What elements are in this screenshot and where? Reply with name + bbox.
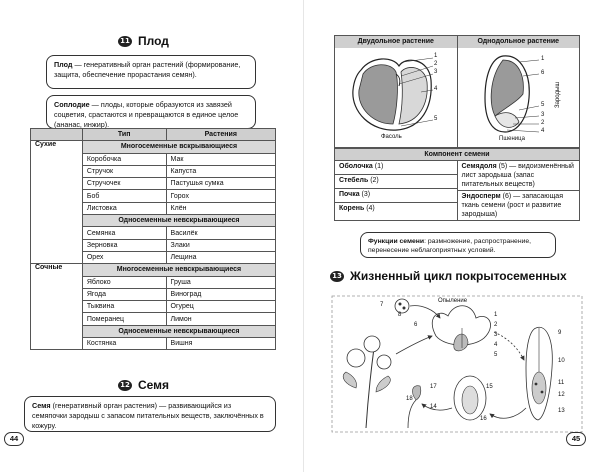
- component-term: Стебель: [339, 177, 369, 184]
- diagram-number: 11: [558, 380, 565, 386]
- bean-label: 2: [434, 61, 438, 67]
- table-header-cell: Тип: [82, 129, 166, 141]
- diagram-number: 17: [430, 384, 437, 390]
- component-term: Оболочка: [339, 163, 373, 170]
- wheat-label: 2: [541, 120, 545, 126]
- plant-cell: Злаки: [166, 239, 275, 251]
- fruit-type-cell: Яблоко: [82, 276, 166, 288]
- fruit-group-cell: Сочные: [31, 264, 83, 350]
- section-heading-lifecycle: [330, 269, 567, 283]
- bean-label: 3: [434, 69, 438, 75]
- bean-name: Фасоль: [381, 134, 402, 140]
- column-divider: [457, 48, 458, 148]
- component-row: [335, 175, 457, 189]
- table-subheader-row: [31, 264, 276, 276]
- plant-cell: Лимон: [166, 313, 275, 325]
- seed-structure-table: [334, 35, 580, 148]
- table-header-cell: Растения: [166, 129, 275, 141]
- fruit-subgroup-title: Односеменные невскрывающиеся: [82, 215, 275, 227]
- diagram-number: 7: [380, 302, 384, 308]
- right-page: [304, 0, 608, 472]
- fruit-type-cell: Стручочек: [82, 178, 166, 190]
- plant-cell: Горох: [166, 190, 275, 202]
- plant-cell: Капуста: [166, 165, 275, 177]
- diagram-number: 10: [558, 358, 565, 364]
- wheat-name: Пшеница: [499, 136, 525, 142]
- diagram-number: 9: [558, 330, 562, 336]
- term: Функции семени: [368, 238, 425, 245]
- diagram-number: 8: [398, 312, 402, 318]
- components-right-column: [458, 161, 580, 220]
- bean-label: 4: [434, 86, 438, 92]
- component-term: Почка: [339, 191, 360, 198]
- plant-cell: Вишня: [166, 338, 275, 350]
- fruit-type-cell: Костянка: [82, 338, 166, 350]
- diagram-number: 4: [494, 342, 498, 348]
- diagram-number: 12: [558, 392, 565, 398]
- fruit-subgroup-title: Односеменные невскрывающиеся: [82, 325, 275, 337]
- component-row: [458, 161, 580, 191]
- component-term: Корень: [339, 205, 365, 212]
- section-number: 11: [118, 36, 132, 47]
- fruit-subgroup-title: Многосеменные вскрывающиеся: [82, 141, 275, 153]
- fruit-type-cell: Боб: [82, 190, 166, 202]
- seed-functions-box: [360, 232, 556, 258]
- wheat-seed-illustration: [475, 52, 545, 136]
- plant-cell: Василёк: [166, 227, 275, 239]
- embryo-label: Зародыш: [555, 81, 561, 108]
- section-title: Семя: [138, 378, 170, 392]
- fruit-type-cell: Семянка: [82, 227, 166, 239]
- fruit-subgroup-title: Многосеменные невскрывающиеся: [82, 264, 275, 276]
- wheat-label: 5: [541, 102, 545, 108]
- page-number: 44: [4, 432, 24, 446]
- table-subheader-row: [31, 141, 276, 153]
- header-monocot: Однодольное растение: [477, 38, 560, 45]
- wheat-label: 3: [541, 112, 545, 118]
- component-text: (6) — запасающая ткань семени (рост и развитие зародыша): [461, 193, 563, 218]
- component-text: (5) — видоизменённый лист зародыша (запас питательных веществ): [461, 163, 574, 188]
- component-row: [335, 161, 457, 175]
- fruit-type-cell: Стручок: [82, 165, 166, 177]
- definition-text: — генеративный орган растений (формирование, защита, обеспечение прорастания семян).: [54, 60, 241, 79]
- component-text: (4): [364, 205, 375, 212]
- term: Семя: [32, 401, 51, 410]
- header-dicot: Двудольное растение: [335, 36, 458, 48]
- term: Соплодие: [54, 100, 90, 109]
- section-title: Жизненный цикл покрытосеменных: [350, 269, 567, 283]
- component-text: (1): [372, 163, 384, 170]
- components-left-column: [335, 161, 458, 220]
- definition-box-semya: [24, 396, 276, 432]
- plant-cell: Пастушья сумка: [166, 178, 275, 190]
- section-title: Плод: [138, 34, 169, 48]
- component-row: [335, 203, 457, 217]
- diagram-number: 13: [558, 408, 565, 414]
- definition-box-soplodie: [46, 95, 256, 129]
- diagram-number: 14: [430, 404, 437, 410]
- diagram-number: 5: [494, 352, 498, 358]
- term: Плод: [54, 60, 73, 69]
- diagram-number: 3: [494, 332, 498, 338]
- table-header: Компонент семени: [335, 149, 579, 161]
- wheat-label: 6: [541, 70, 545, 76]
- bean-label: 1: [434, 53, 438, 59]
- plant-cell: Мак: [166, 153, 275, 165]
- pollination-label: Опыление: [438, 298, 468, 304]
- section-number: 12: [118, 380, 132, 391]
- definition-text: (генеративный орган растения) — развивающийся из семяпочки зародыш с запасом питательных веществ, заключённых в кожуру.: [32, 401, 264, 430]
- bean-label: 5: [434, 116, 438, 122]
- fruit-type-cell: Зерновка: [82, 239, 166, 251]
- section-heading-semya: [118, 378, 169, 392]
- component-term: Семядоля: [461, 163, 497, 170]
- diagram-number: 16: [480, 416, 487, 422]
- component-text: (3): [359, 191, 371, 198]
- fruit-type-cell: Ягода: [82, 288, 166, 300]
- fruit-types-table: [30, 128, 276, 350]
- fruit-type-cell: Коробочка: [82, 153, 166, 165]
- table-header-row: [335, 36, 579, 48]
- diagram-number: 1: [494, 312, 498, 318]
- component-row: [335, 189, 457, 203]
- plant-cell: Огурец: [166, 301, 275, 313]
- diagram-number: 18: [406, 396, 413, 402]
- component-row: [458, 191, 580, 220]
- plant-cell: Лещина: [166, 251, 275, 263]
- plant-cell: Груша: [166, 276, 275, 288]
- plant-cell: Клён: [166, 202, 275, 214]
- lifecycle-diagram: [326, 288, 588, 436]
- wheat-label: 4: [541, 128, 545, 134]
- page-number: 45: [566, 432, 586, 446]
- component-term: Эндосперм: [461, 193, 501, 200]
- component-text: (2): [368, 177, 379, 184]
- definition-text: : размножение, распространение, перенесение неблагоприятных условий.: [368, 238, 532, 254]
- definition-text: — плоды, которые образуются из завязей соцветия, срастаются и превращаются в единое целое (ананас, инжир).: [54, 100, 239, 129]
- fruit-type-cell: Орех: [82, 251, 166, 263]
- diagram-number: 15: [486, 384, 493, 390]
- wheat-label: 1: [541, 56, 545, 62]
- seed-components-table: [334, 148, 580, 221]
- diagram-number: 6: [414, 322, 418, 328]
- fruit-type-cell: Тыквина: [82, 301, 166, 313]
- section-number: 13: [330, 271, 344, 282]
- fruit-group-cell: Сухие: [31, 141, 83, 264]
- plant-cell: Виноград: [166, 288, 275, 300]
- fruit-type-cell: Померанец: [82, 313, 166, 325]
- fruit-type-cell: Листовка: [82, 202, 166, 214]
- definition-box-plod: [46, 55, 256, 89]
- diagram-number: 2: [494, 322, 498, 328]
- table-header-cell: [31, 129, 83, 141]
- table-header-row: [31, 129, 276, 141]
- section-heading-plod: [118, 34, 169, 48]
